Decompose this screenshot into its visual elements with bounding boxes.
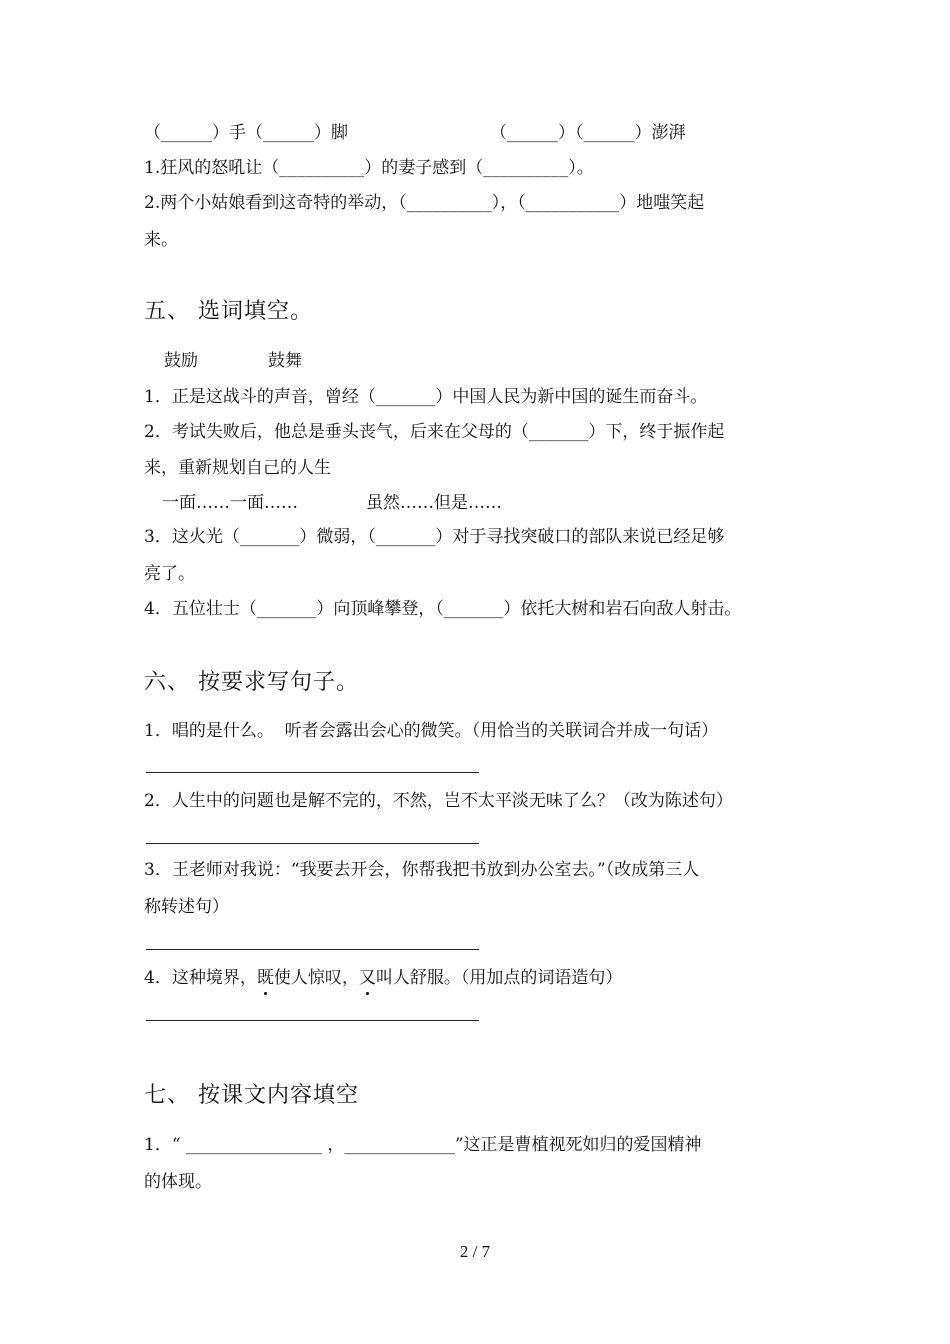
question-6-4-part-b: 使人惊叹， [273, 968, 359, 988]
question-6-4 [144, 967, 622, 989]
dotted-word-ji: 既 [256, 968, 274, 988]
question-6-3-continued: 称转述句） [144, 897, 229, 917]
question-5-1: 1．正是这战斗的声音，曾经（_______）中国人民为新中国的诞生而奋斗。 [144, 387, 708, 407]
answer-line[interactable] [146, 843, 479, 844]
question-5-4: 4．五位壮士（_______）向顶峰攀登，（_______）依托大树和岩石向敌人射击。 [144, 599, 742, 619]
question-6-3: 3．王老师对我说：“我要去开会，你帮我把书放到办公室去。”（改成第三人 [144, 860, 700, 880]
question-7-1-continued: 的体现。 [144, 1172, 212, 1192]
word-bank-item: 鼓舞 [268, 351, 302, 371]
word-pairs-left: （______）手（______）脚 [144, 123, 348, 143]
section-6-heading: 六、 按要求写句子。 [144, 670, 359, 695]
question-6-4-part-a: 4．这种境界， [144, 968, 257, 988]
question-5-2: 2．考试失败后，他总是垂头丧气，后来在父母的（_______）下，终于振作起 [144, 422, 725, 442]
question-6-2: 2．人生中的问题也是解不完的，不然，岂不太平淡无味了么？（改为陈述句） [144, 791, 733, 811]
question-5-3-continued: 亮了。 [144, 564, 195, 584]
section-5-heading: 五、 选词填空。 [144, 299, 313, 324]
page-number: 2 / 7 [459, 1242, 491, 1261]
question-4-1: 1.狂风的怒吼让（__________）的妻子感到（__________）。 [144, 158, 594, 178]
word-bank-item: 鼓励 [164, 351, 198, 371]
question-4-2-continued: 来。 [144, 230, 178, 250]
word-bank-item: 一面……一面…… [162, 493, 298, 513]
question-6-1: 1．唱的是什么。 听者会露出会心的微笑。（用恰当的关联词合并成一句话） [144, 721, 719, 741]
word-pairs-right: （______）（______）澎湃 [490, 123, 686, 143]
answer-line[interactable] [146, 1020, 479, 1021]
question-6-4-part-c: 叫人舒服。（用加点的词语造句） [375, 968, 623, 988]
question-5-3: 3．这火光（_______）微弱，（_______）对于寻找突破口的部队来说已经足够 [144, 527, 725, 547]
answer-line[interactable] [146, 949, 479, 950]
dotted-word-you: 又 [358, 968, 376, 988]
answer-line[interactable] [146, 772, 479, 773]
question-5-2-continued: 来，重新规划自己的人生 [144, 458, 331, 478]
word-bank-item: 虽然……但是…… [366, 493, 502, 513]
section-7-heading: 七、 按课文内容填空 [144, 1083, 359, 1108]
question-4-2: 2.两个小姑娘看到这奇特的举动，（__________），（___________）地嗤笑起 [144, 193, 705, 213]
question-7-1: 1．“ ________________ ，_____________”这正是曹植视死如归的爱国精神 [144, 1135, 702, 1155]
